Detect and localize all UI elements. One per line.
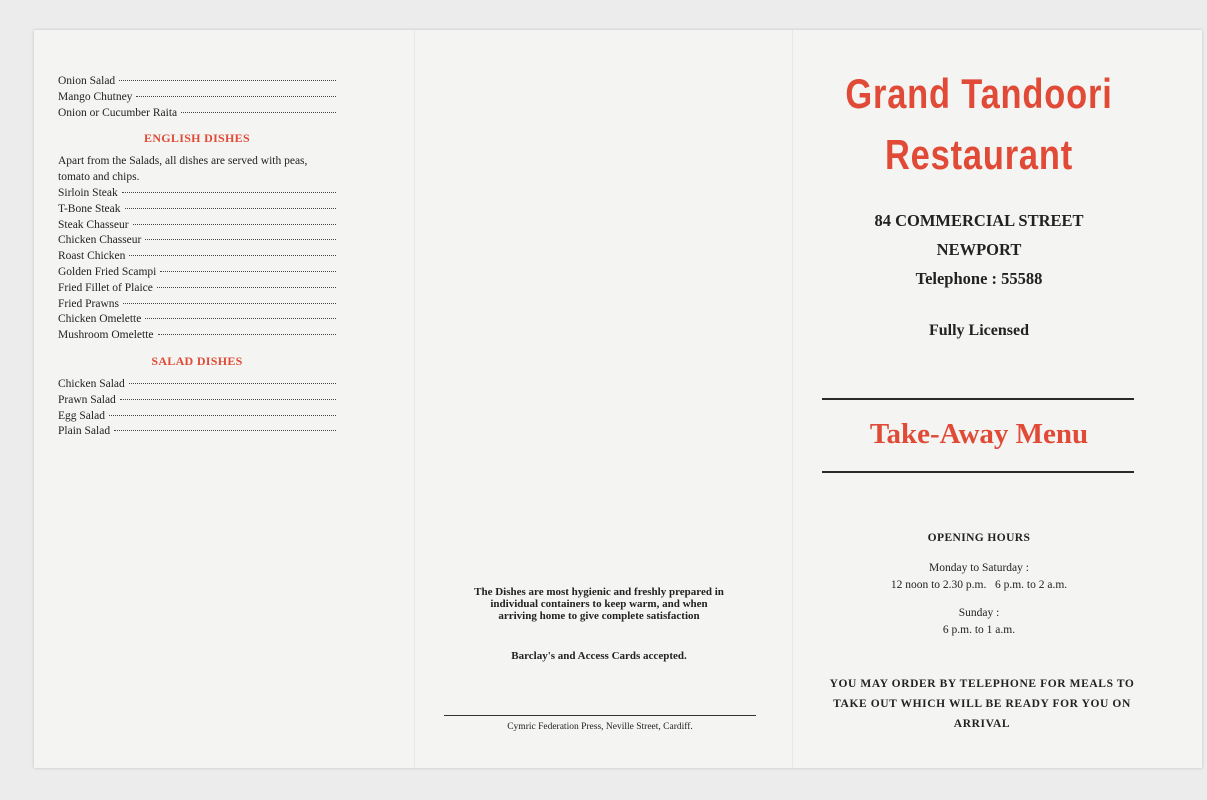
leader-dots (123, 303, 336, 304)
leader-dots (145, 239, 336, 240)
menu-item-name: Onion Salad (58, 75, 116, 87)
fold-line-left (414, 30, 415, 768)
menu-sheet (34, 30, 1202, 768)
menu-item (58, 409, 336, 425)
printer-credit: Cymric Federation Press, Neville Street, Cardiff. (507, 722, 693, 732)
cards-accepted: Barclay's and Access Cards accepted. (511, 650, 687, 662)
leader-dots (133, 224, 336, 225)
menu-item-name: Chicken Chasseur (58, 234, 142, 247)
menu-item (58, 312, 336, 328)
leader-dots (109, 415, 336, 416)
menu-item (58, 202, 336, 218)
menu-item (58, 393, 336, 409)
english-dishes-heading: ENGLISH DISHES (144, 131, 250, 146)
sunday-label: Sunday : (958, 607, 1000, 619)
restaurant-name-line2: Restaurant (884, 131, 1074, 178)
leader-dots (158, 334, 337, 335)
leader-dots (119, 80, 336, 81)
menu-item-name: Fried Fillet of Plaice (58, 281, 153, 294)
menu-item (58, 233, 336, 249)
menu-item (58, 106, 336, 122)
menu-item-name: Chicken Omelette (58, 313, 142, 326)
divider-bottom (822, 471, 1134, 473)
menu-item (58, 265, 336, 281)
leader-dots (157, 287, 336, 288)
english-dishes-note: Apart from the Salads, all dishes are served with peas, tomato and chips. (58, 155, 308, 184)
english-items-list (58, 186, 336, 344)
menu-item-name: Mushroom Omelette (58, 329, 154, 342)
menu-item-name: Fried Prawns (58, 297, 120, 310)
menu-item-name: Onion or Cucumber Raita (58, 106, 178, 119)
leader-dots (122, 192, 336, 193)
telephone-order-note: YOU MAY ORDER BY TELEPHONE FOR MEALS TO TAKE OUT WHICH WILL BE READY FOR YOU ON ARRIVAL (829, 678, 1135, 730)
menu-item (58, 218, 336, 234)
menu-item (58, 90, 336, 106)
leader-dots (181, 112, 336, 113)
menu-item (58, 328, 336, 344)
menu-item (58, 74, 336, 90)
menu-item (58, 377, 336, 393)
menu-item (58, 249, 336, 265)
hygiene-statement: The Dishes are most hygienic and freshly prepared in individual containers to keep warm, and when arriving home to give complete satisfaction (474, 586, 724, 622)
top-items-list (58, 74, 336, 121)
address-street: 84 COMMERCIAL STREET (874, 211, 1084, 230)
menu-item-name: T-Bone Steak (58, 202, 121, 215)
menu-item-name: Steak Chasseur (58, 218, 129, 231)
take-away-menu-title: Take-Away Menu (869, 418, 1089, 450)
menu-item (58, 281, 336, 297)
telephone: Telephone : 55588 (915, 269, 1043, 288)
menu-item-name: Roast Chicken (58, 250, 126, 263)
divider-top (822, 398, 1134, 400)
leader-dots (125, 208, 337, 209)
weekday-hours: 12 noon to 2.30 p.m. 6 p.m. to 2 a.m. (890, 579, 1068, 591)
leader-dots (114, 430, 336, 431)
sunday-hours: 6 p.m. to 1 a.m. (942, 624, 1016, 636)
licensed-label: Fully Licensed (928, 322, 1029, 339)
salad-dishes-heading: SALAD DISHES (151, 353, 243, 368)
menu-item (58, 297, 336, 313)
menu-item-name: Mango Chutney (58, 90, 133, 103)
menu-item (58, 186, 336, 202)
menu-item-name: Egg Salad (58, 409, 105, 422)
leader-dots (129, 383, 336, 384)
printer-rule (444, 715, 756, 716)
menu-item (58, 424, 336, 440)
address-town: NEWPORT (936, 240, 1022, 259)
weekday-label: Monday to Saturday : (929, 562, 1029, 574)
salad-items-list (58, 377, 336, 440)
menu-item-name: Golden Fried Scampi (58, 265, 157, 278)
menu-item-name: Plain Salad (58, 425, 111, 438)
restaurant-name-line1: Grand Tandoori (845, 70, 1113, 117)
opening-hours-heading: OPENING HOURS (927, 532, 1031, 544)
leader-dots (129, 255, 336, 256)
leader-dots (160, 271, 336, 272)
menu-item-name: Prawn Salad (58, 393, 116, 406)
menu-item-name: Sirloin Steak (58, 186, 118, 199)
leader-dots (145, 318, 336, 319)
fold-line-right (792, 30, 793, 768)
menu-item-name: Chicken Salad (58, 377, 125, 390)
leader-dots (120, 399, 336, 400)
left-panel (58, 74, 336, 440)
leader-dots (136, 96, 336, 97)
